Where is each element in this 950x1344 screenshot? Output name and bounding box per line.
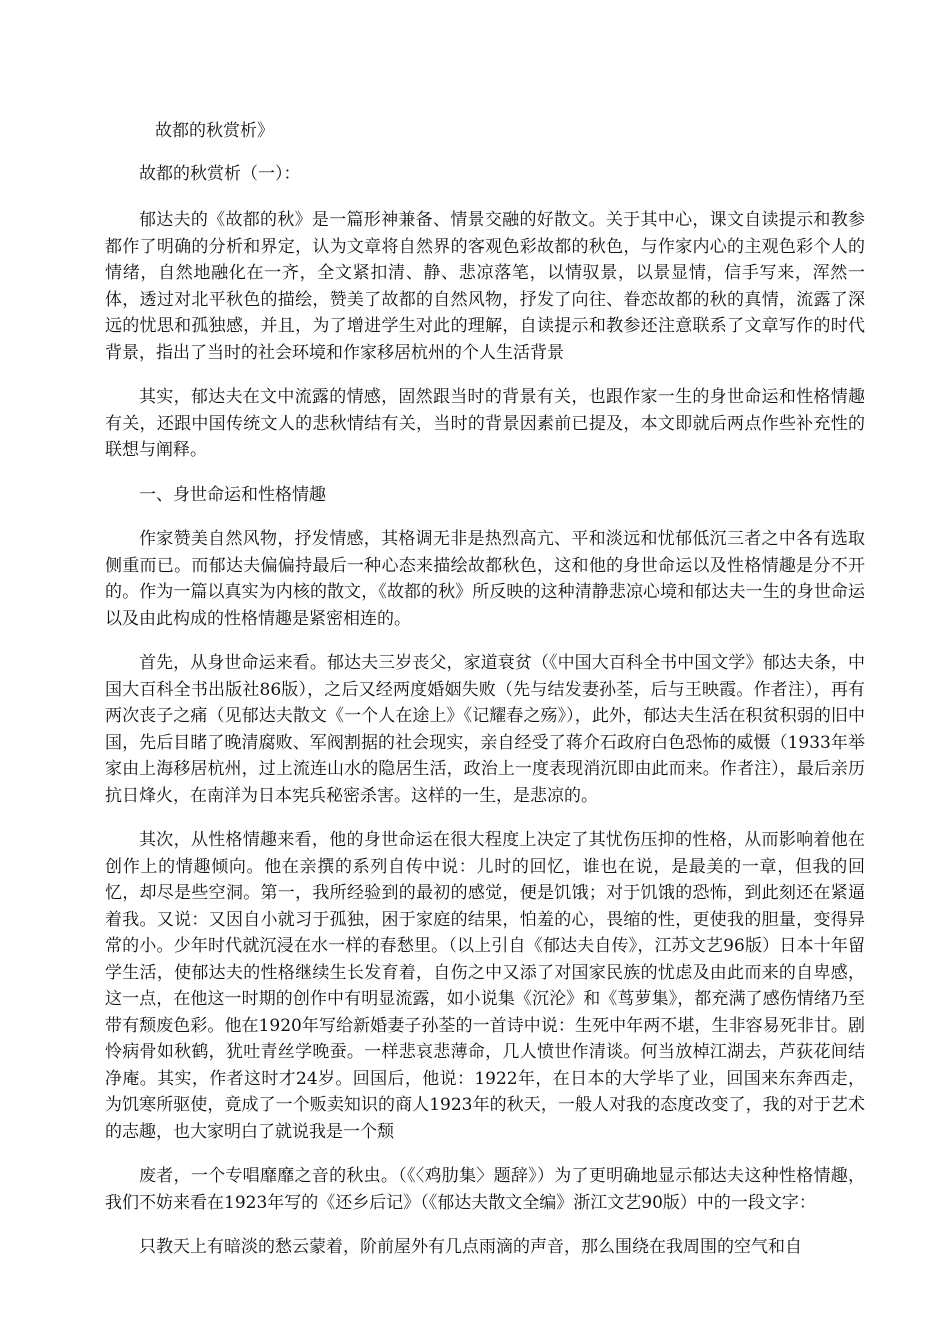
paragraph-section-2: 首先，从身世命运来看。郁达夫三岁丧父，家道衰贫（《中国大百科全书中国文学》郁达夫条，中国大百科全书出版社86版），之后又经两度婚姻失败（先与结发妻孙荃，后与王映霞。作者注），再有两次丧子之痛（见郁达夫散文《一个人在途上》《记耀春之殇》），此外，郁达夫生活在积贫积弱的旧中国，先后目睹了晚清腐败、军阀割据的社会现实，亲自经受了蒋介石政府白色恐怖的威慑（1933年举家由上海移居杭州，过上流连山水的隐居生活，政治上一度表现消沉即由此而来。作者注），最后亲历抗日烽火，在南洋为日本宪兵秘密杀害。这样的一生，是悲凉的。 [105, 653, 865, 806]
paragraph-section-4: 废者，一个专唱靡靡之音的秋虫。（《〈鸡肋集〉题辞》）为了更明确地显示郁达夫这种性格情趣，我们不妨来看在1923年写的《还乡后记》（《郁达夫散文全编》浙江文艺90版）中的一段文字： [105, 1166, 865, 1213]
paragraph-intro-2: 其实，郁达夫在文中流露的情感，固然跟当时的背景有关，也跟作家一生的身世命运和性格情趣有关，还跟中国传统文人的悲秋情结有关，当时的背景因素前已提及，本文即就后两点作些补充性的联想与阐释。 [105, 387, 865, 460]
section-heading: 一、身世命运和性格情趣 [139, 484, 326, 505]
paragraph-intro-1: 郁达夫的《故都的秋》是一篇形神兼备、情景交融的好散文。关于其中心，课文自读提示和教参都作了明确的分析和界定，认为文章将自然界的客观色彩故都的秋色，与作家内心的主观色彩个人的情绪，自然地融化在一齐，全文紧扣清、静、悲凉落笔，以情驭景，以景显情，信手写来，浑然一体，透过对北平秋色的描绘，赞美了故都的自然风物，抒发了向往、眷恋故都的秋的真情，流露了深远的忧思和孤独感，并且，为了增进学生对此的理解，自读提示和教参还注意联系了文章写作的时代背景，指出了当时的社会环境和作家移居杭州的个人生活背景 [105, 210, 865, 363]
paragraph-section-5: 只教天上有暗淡的愁云蒙着，阶前屋外有几点雨滴的声音，那么围绕在我周围的空气和自 [139, 1237, 802, 1257]
paragraph-section-3: 其次，从性格情趣来看，他的身世命运在很大程度上决定了其忧伤压抑的性格，从而影响着他在创作上的情趣倾向。他在亲撰的系列自传中说：儿时的回忆，谁也在说，是最美的一章，但我的回忆，却尽是些空洞。第一，我所经验到的最初的感觉，便是饥饿；对于饥饿的恐怖，到此刻还在紧逼着我。又说：又因自小就习于孤独，困于家庭的结果，怕羞的心，畏缩的性，更使我的胆量，变得异常的小。少年时代就沉浸在水一样的春愁里。（以上引自《郁达夫自传》，江苏文艺96版）日本十年留学生活，使郁达夫的性格继续生长发育着，自伤之中又添了对国家民族的忧虑及由此而来的自卑感，这一点，在他这一时期的创作中有明显流露，如小说集《沉沦》和《茑萝集》，都充满了感伤情绪乃至带有颓废色彩。他在1920年写给新婚妻子孙荃的一首诗中说：生死中年两不堪，生非容易死非甘。剧怜病骨如秋鹤，犹吐青丝学晚蚕。一样悲哀悲薄命，几人愤世作清谈。何当放棹江湖去，芦荻花间结净庵。其实，作者这时才24岁。回国后，他说：1922年，在日本的大学毕了业，回国来东奔西走，为饥寒所驱使，竟成了一个贩卖知识的商人1923年的秋天，一般人对我的态度改变了，我的对于艺术的志趣，也大家明白了就说我是一个颓 [105, 830, 865, 1142]
paragraph-section-1: 作家赞美自然风物，抒发情感，其格调无非是热烈高亢、平和淡远和忧郁低沉三者之中各有选取侧重而已。而郁达夫偏偏持最后一种心态来描绘故都秋色，这和他的身世命运以及性格情趣是分不开的。作为一篇以真实为内核的散文，《故都的秋》所反映的这种清静悲凉心境和郁达夫一生的身世命运以及由此构成的性格情趣是紧密相连的。 [105, 529, 865, 629]
document-page [105, 118, 865, 1279]
document-title: 故都的秋赏析》 [155, 121, 274, 141]
document-subtitle: 故都的秋赏析（一）： [139, 163, 301, 184]
